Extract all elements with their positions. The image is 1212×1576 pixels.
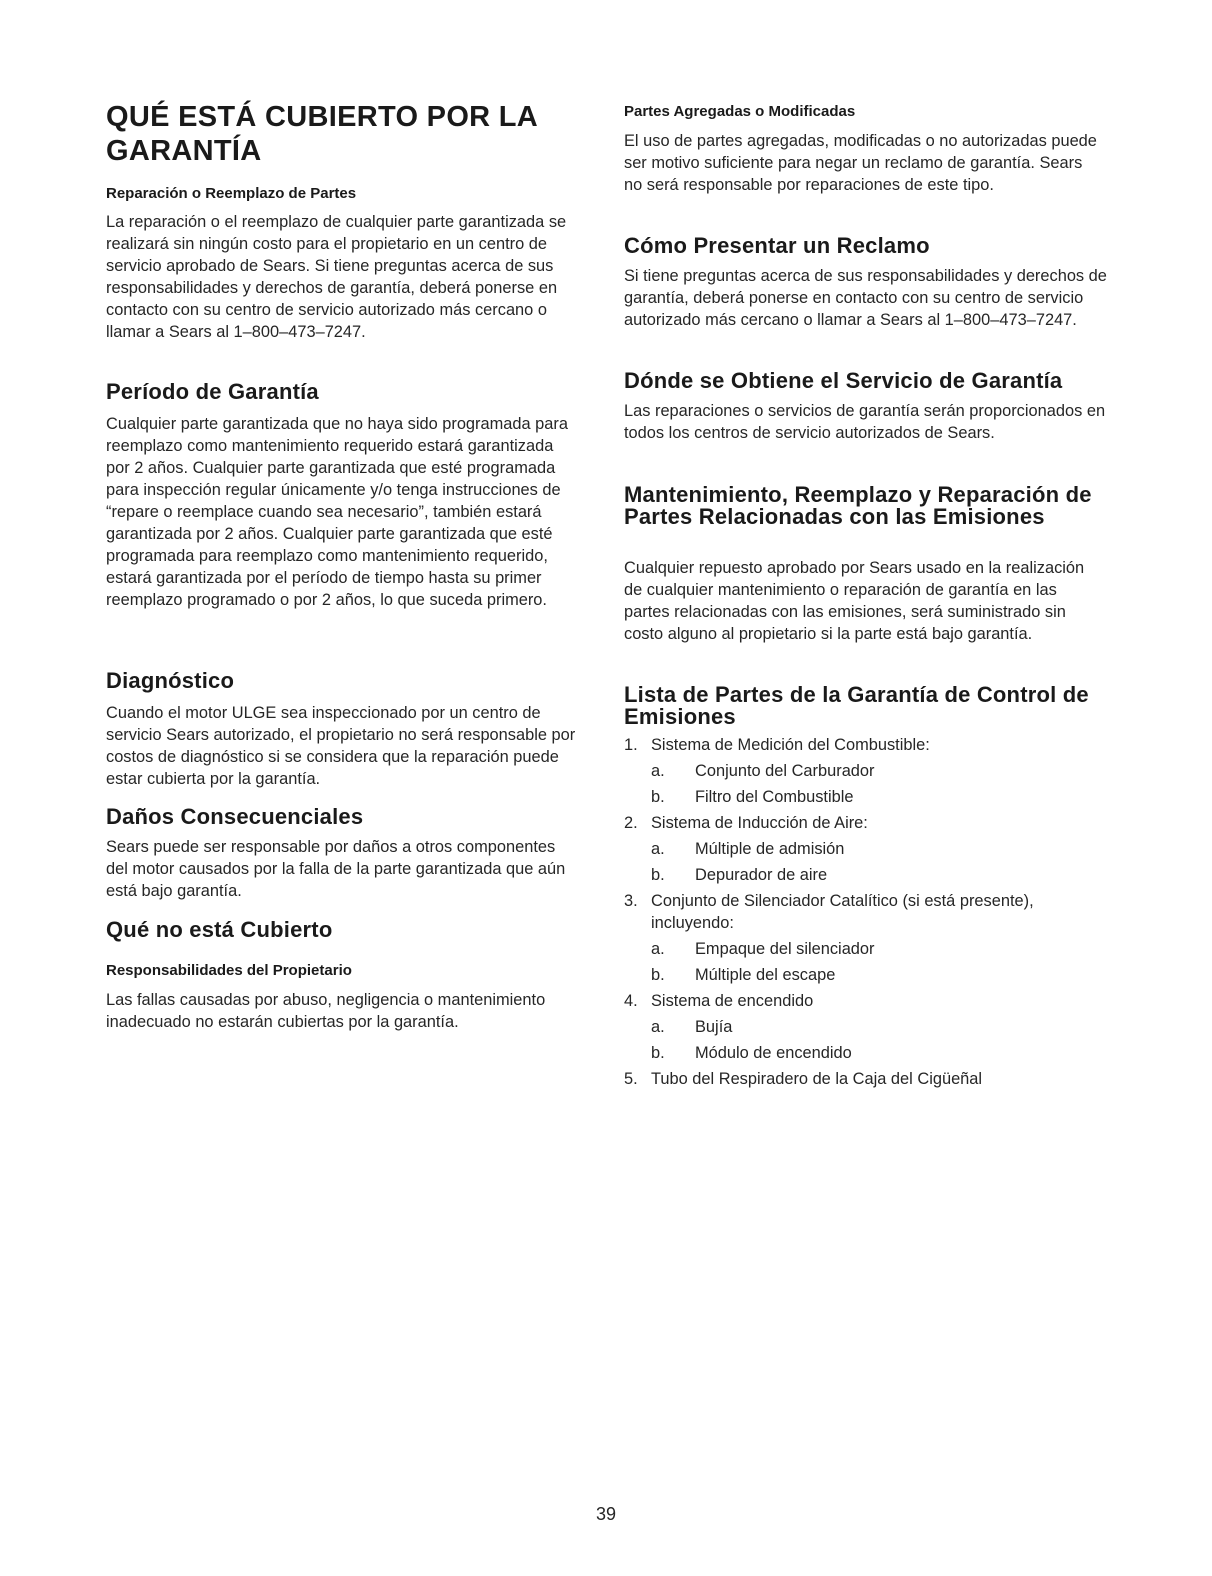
sub-list-letter: b. (651, 788, 665, 806)
sub-list-letter: a. (651, 940, 665, 958)
list-text: Sistema de Medición del Combustible: (651, 736, 930, 754)
sub-list-text: Depurador de aire (695, 866, 828, 884)
heading-reparacion: Reparación o Reemplazo de Partes (106, 185, 357, 202)
heading-responsabilidades: Responsabilidades del Propietario (106, 962, 352, 979)
sub-list-letter: a. (651, 840, 665, 858)
heading-diagnostico: Diagnóstico (106, 668, 235, 693)
text-reparacion: La reparación o el reemplazo de cualquier parte garantizada se realizará sin ningún costo para el propietario en un centro de servicio aprobado de Sears. Si tiene preguntas acerca de sus responsabilidades y derechos de garantía, deberá ponerse en contacto con su centro de servicio autorizado más cercano o llamar a Sears al 1–800–473–7247. (106, 213, 567, 341)
list-number: 3. (624, 892, 638, 910)
text-partes-agregadas: El uso de partes agregadas, modificadas o no autorizadas puede ser motivo suficiente para negar un reclamo de garantía. Sears no será responsable por reparaciones de este tipo. (624, 132, 1097, 194)
text-mantenimiento: Cualquier repuesto aprobado por Sears usado en la realización de cualquier mantenimiento o reparación de garantía en las partes relacionadas con las emisiones, será suministrado sin costo alguno al propietario si la parte está bajo garantía. (624, 559, 1085, 643)
text-responsabilidades: Las fallas causadas por abuso, negligencia o mantenimiento inadecuado no estarán cubiertas por la garantía. (106, 991, 546, 1031)
sub-list-item (624, 838, 1110, 860)
list-item (624, 990, 1110, 1012)
page-title: QUÉ ESTÁ CUBIERTO POR LA GARANTÍA (106, 101, 537, 167)
heading-no-cubierto: Qué no está Cubierto (106, 917, 333, 942)
emission-parts-list (624, 734, 1110, 1094)
sub-list-letter: b. (651, 1044, 665, 1062)
sub-list-text: Empaque del silenciador (695, 940, 875, 958)
heading-partes-agregadas: Partes Agregadas o Modificadas (624, 103, 856, 120)
heading-lista-partes: Lista de Partes de la Garantía de Control de Emisiones (624, 682, 1089, 729)
list-number: 4. (624, 992, 638, 1010)
list-item (624, 1068, 1110, 1090)
text-donde-servicio: Las reparaciones o servicios de garantía serán proporcionados en todos los centros de servicio autorizados de Sears. (624, 402, 1106, 442)
list-number: 2. (624, 814, 638, 832)
sub-list-item (624, 786, 1110, 808)
list-item (624, 890, 1110, 934)
sub-list-text: Filtro del Combustible (695, 788, 854, 806)
sub-list-letter: b. (651, 966, 665, 984)
text-diagnostico: Cuando el motor ULGE sea inspeccionado por un centro de servicio Sears autorizado, el propietario no será responsable por costos de diagnóstico si se considera que la reparación puede estar cubierta por la garantía. (106, 704, 576, 788)
sub-list-item (624, 864, 1110, 886)
list-text: Sistema de encendido (651, 992, 814, 1010)
list-text: Sistema de Inducción de Aire: (651, 814, 868, 832)
sub-list-text: Conjunto del Carburador (695, 762, 875, 780)
list-text: Conjunto de Silenciador Catalítico (si está presente), incluyendo: (651, 892, 1034, 932)
sub-list-item (624, 1042, 1110, 1064)
text-como-presentar: Si tiene preguntas acerca de sus responsabilidades y derechos de garantía, deberá ponerse en contacto con su centro de servicio autorizado más cercano o llamar a Sears al 1–800–473–7247. (624, 267, 1107, 329)
sub-list-item (624, 964, 1110, 986)
heading-donde-servicio: Dónde se Obtiene el Servicio de Garantía (624, 368, 1063, 393)
text-periodo: Cualquier parte garantizada que no haya sido programada para reemplazo como mantenimiento requerido estará garantizada por 2 años. Cualquier parte garantizada que esté programada para inspección regular únicamente y/o tenga instrucciones de “repare o reemplace cuando sea necesario”, también estará garantizada por 2 años. Cualquier parte garantizada que esté programada para reemplazo como mantenimiento requerido, estará garantizada por el período de tiempo hasta su primer reemplazo programado o por 2 años, lo que suceda primero. (106, 415, 568, 609)
list-item (624, 812, 1110, 834)
sub-list-letter: a. (651, 1018, 665, 1036)
list-number: 1. (624, 736, 638, 754)
sub-list-text: Bujía (695, 1018, 733, 1036)
sub-list-text: Módulo de encendido (695, 1044, 852, 1062)
sub-list-item (624, 938, 1110, 960)
list-text: Tubo del Respiradero de la Caja del Cigüeñal (651, 1070, 983, 1088)
sub-list-letter: a. (651, 762, 665, 780)
text-danos: Sears puede ser responsable por daños a otros componentes del motor causados por la falla de la parte garantizada que aún está bajo garantía. (106, 838, 566, 900)
sub-list-item (624, 1016, 1110, 1038)
list-item (624, 734, 1110, 756)
heading-mantenimiento: Mantenimiento, Reemplazo y Reparación de Partes Relacionadas con las Emisiones (624, 482, 1092, 529)
sub-list-letter: b. (651, 866, 665, 884)
heading-periodo: Período de Garantía (106, 379, 319, 404)
list-number: 5. (624, 1070, 638, 1088)
sub-list-item (624, 760, 1110, 782)
page-number: 39 (595, 1504, 617, 1524)
heading-como-presentar: Cómo Presentar un Reclamo (624, 233, 930, 258)
sub-list-text: Múltiple del escape (695, 966, 836, 984)
heading-danos: Daños Consecuenciales (106, 804, 364, 829)
sub-list-text: Múltiple de admisión (695, 840, 845, 858)
